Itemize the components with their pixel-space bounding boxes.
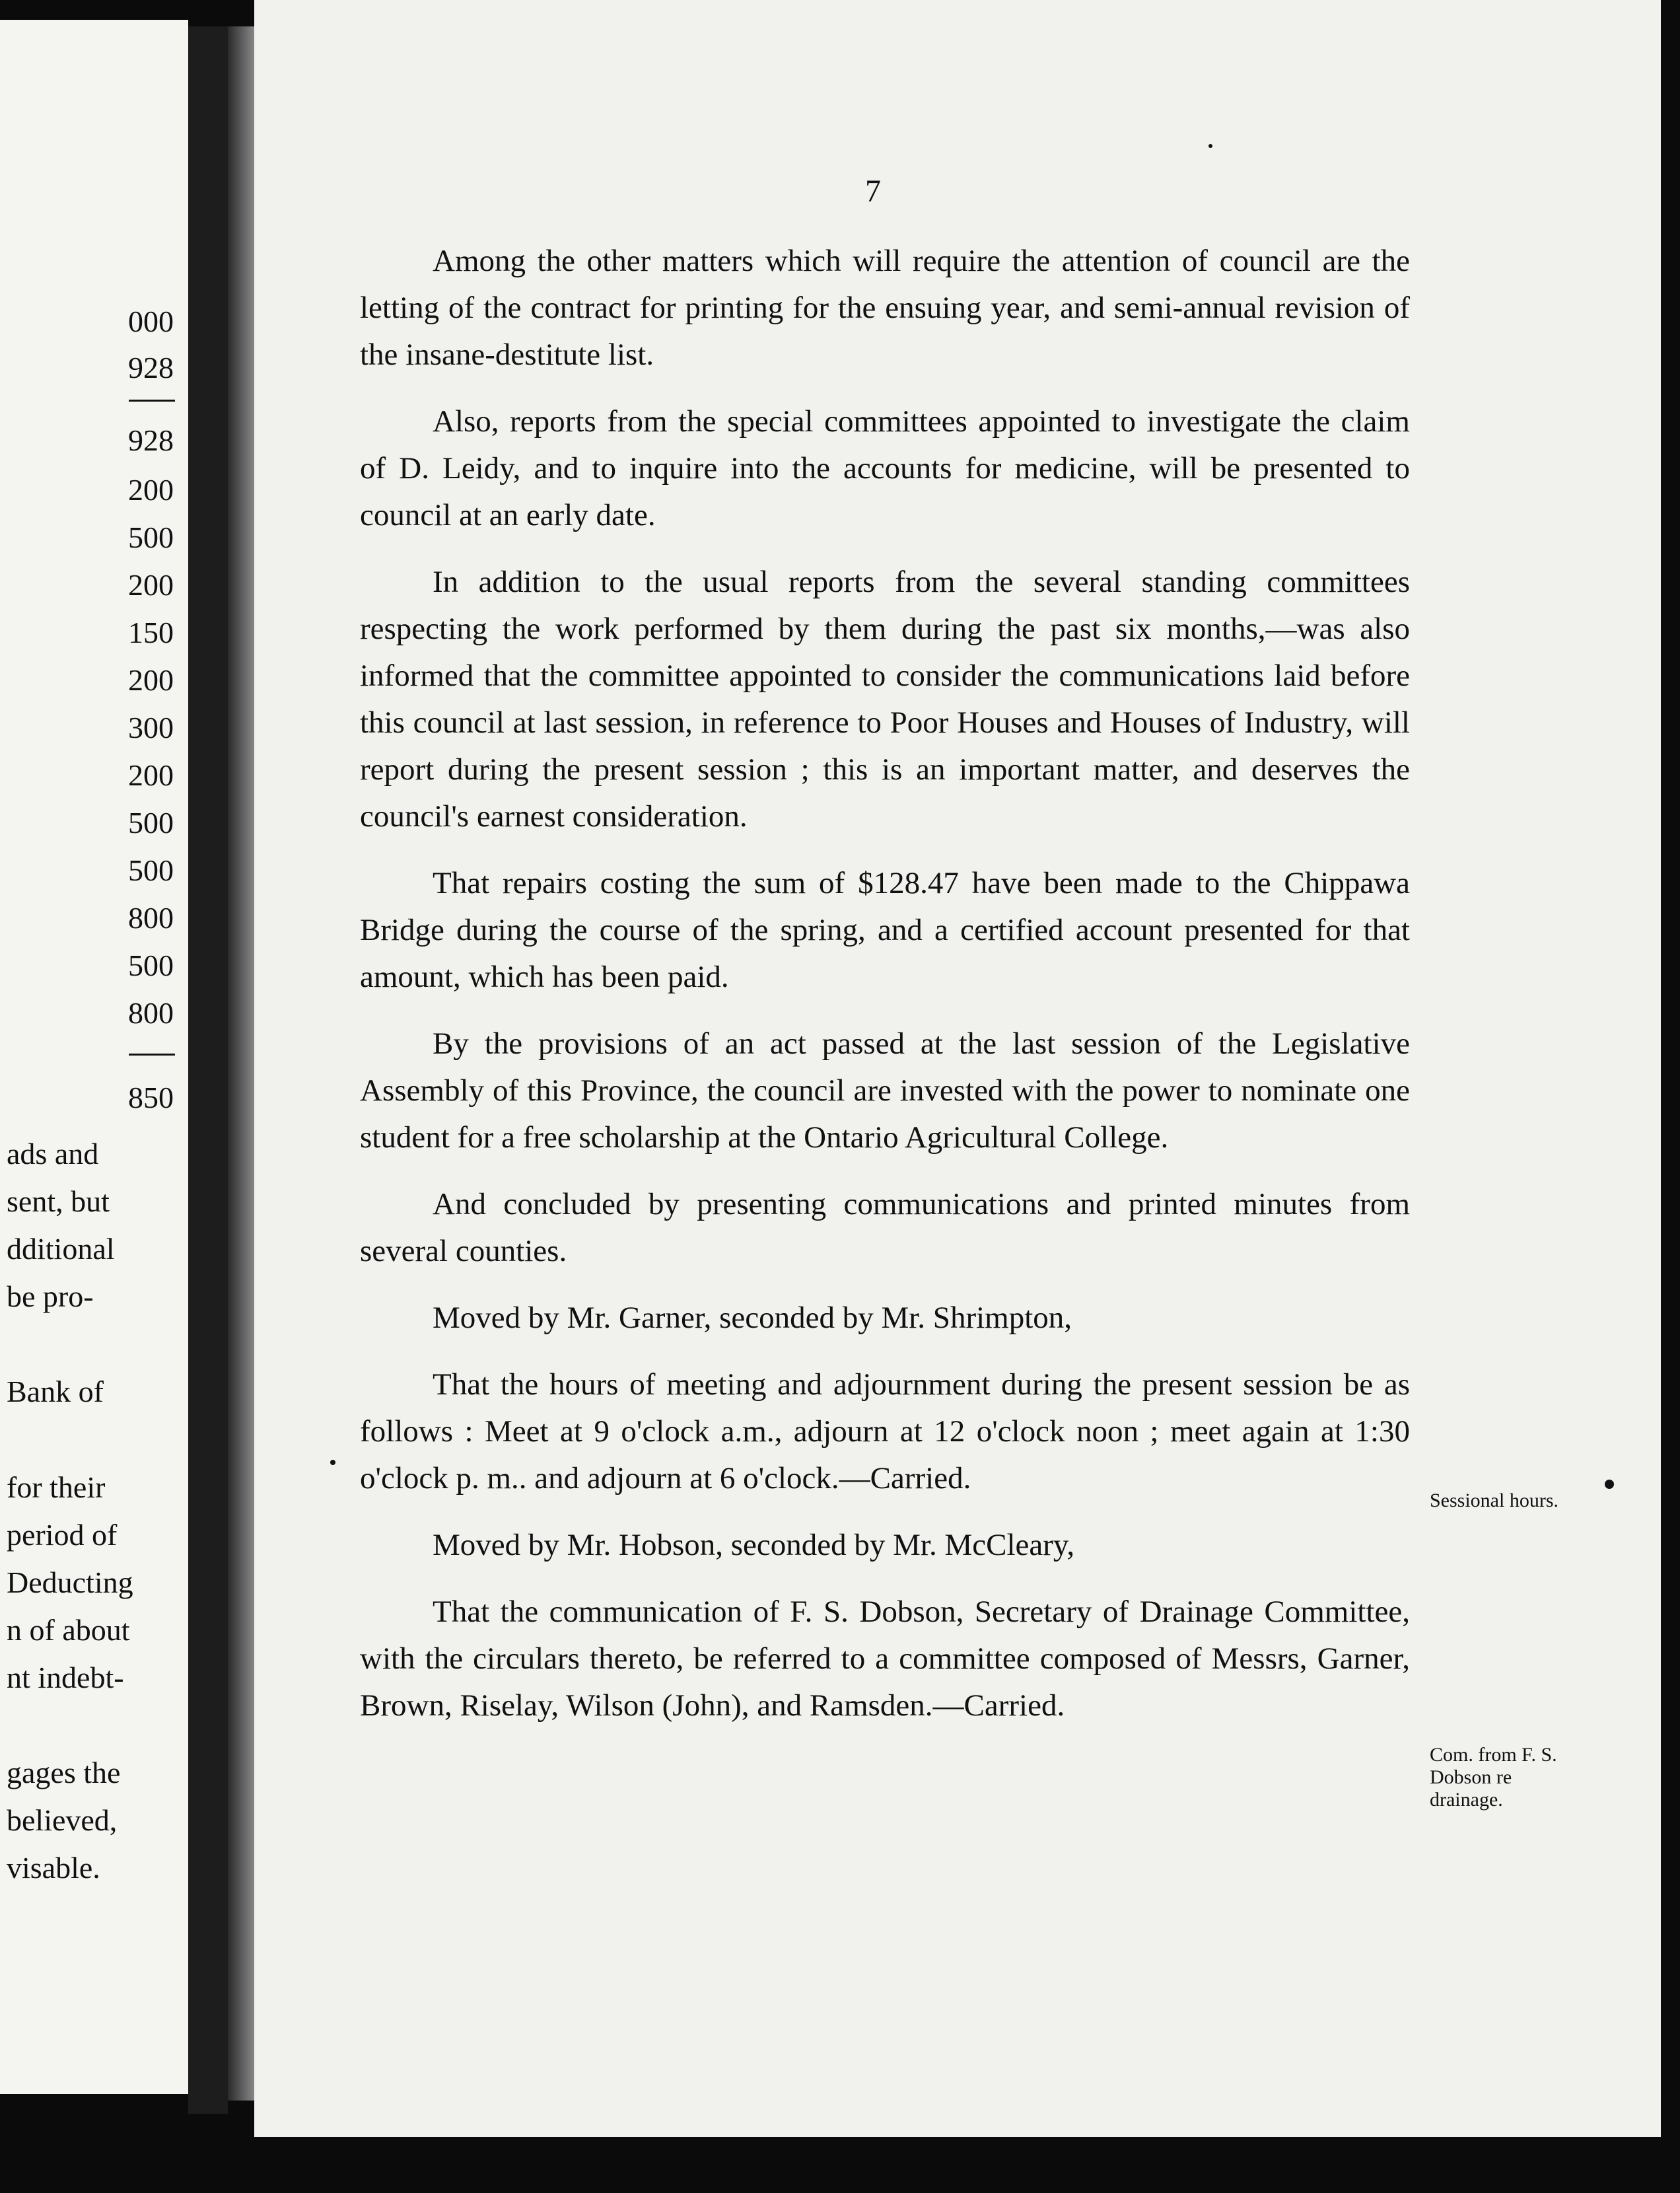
- page-body: [360, 238, 1410, 1749]
- paragraph: That repairs costing the sum of $128.47 have been made to the Chippawa Bridge during the course of the spring, and a certified account presented for that amount, which has been paid.: [360, 866, 1410, 994]
- margin-note-sessional: Sessional hours.: [1430, 1490, 1558, 1511]
- figure: 150: [128, 616, 174, 649]
- ink-speck: [330, 1460, 335, 1465]
- text-fragment: n of about: [7, 1613, 130, 1647]
- figure: 300: [128, 711, 174, 744]
- previous-page-fragment: [0, 20, 188, 2094]
- margin-note-dobson: Com. from F. S. Dobson re drainage.: [1430, 1744, 1557, 1811]
- figure: 500: [128, 521, 174, 554]
- sum-rule: [129, 1054, 175, 1056]
- paragraph: That the hours of meeting and adjournment during the present session be as follows : Meet at 9 o'clock a.m., adjourn at 12 o'clock noon ; meet again at 1:30 o'clock p. m.. and adjourn at 6 o'clock.—Carried.: [360, 1367, 1410, 1495]
- figure: 500: [128, 949, 174, 982]
- motion-line: Moved by Mr. Hobson, seconded by Mr. McCleary,: [433, 1528, 1075, 1562]
- ink-speck: [1605, 1480, 1614, 1489]
- paragraph: And concluded by presenting communications and printed minutes from several counties.: [360, 1187, 1410, 1268]
- figure: 200: [128, 663, 174, 697]
- text-fragment: sent, but: [7, 1184, 110, 1218]
- text-fragment: Bank of: [7, 1375, 104, 1408]
- text-fragment: gages the: [7, 1756, 121, 1789]
- figure: 200: [128, 473, 174, 507]
- text-fragment: visable.: [7, 1851, 100, 1885]
- paragraph: Among the other matters which will require the attention of council are the letting of the contract for printing for the ensuing year, and semi-annual revision of the insane-destitute list.: [360, 244, 1410, 372]
- figure: 800: [128, 901, 174, 935]
- figure: 850: [128, 1081, 174, 1114]
- figure: 928: [128, 351, 174, 384]
- figure: 200: [128, 568, 174, 602]
- text-fragment: be pro-: [7, 1279, 94, 1313]
- paragraph: That the communication of F. S. Dobson, Secretary of Drainage Committee, with the circulars thereto, be referred to a committee composed of Messrs, Garner, Brown, Riselay, Wilson (John), and Ramsden.—Carried.: [360, 1595, 1410, 1723]
- text-fragment: for their: [7, 1470, 106, 1504]
- text-fragment: ads and: [7, 1137, 99, 1170]
- ink-speck: [1208, 144, 1212, 148]
- text-fragment: Deducting: [7, 1565, 133, 1599]
- figure: 000: [128, 305, 174, 338]
- motion-line: Moved by Mr. Garner, seconded by Mr. Shrimpton,: [433, 1301, 1072, 1335]
- page-number: 7: [865, 174, 881, 209]
- text-fragment: believed,: [7, 1803, 118, 1837]
- document-page: [254, 0, 1661, 2137]
- figure: 200: [128, 758, 174, 792]
- paragraph: By the provisions of an act passed at the last session of the Legislative Assembly of this Province, the council are invested with the power to nominate one student for a free scholarship at the Ontario Agricultural College.: [360, 1026, 1410, 1155]
- book-gutter: [188, 26, 228, 2114]
- text-fragment: period of: [7, 1518, 118, 1552]
- figure: 500: [128, 853, 174, 887]
- paragraph: Also, reports from the special committees appointed to investigate the claim of D. Leidy, and to inquire into the accounts for medicine, will be presented to council at an early date.: [360, 404, 1410, 532]
- scan-bottom-edge: [0, 2137, 1680, 2193]
- figure: 928: [128, 423, 174, 457]
- text-fragment: dditional: [7, 1232, 115, 1266]
- paragraph: In addition to the usual reports from the several standing committees respecting the work performed by them during the past six months,—was also informed that the committee appointed to consider the communications laid before this council at last session, in reference to Poor Houses and Houses of Industry, will report during the present session ; this is an important matter, and deserves the council's earnest consideration.: [360, 565, 1410, 834]
- figure: 800: [128, 996, 174, 1030]
- figure: 500: [128, 806, 174, 840]
- text-fragment: nt indebt-: [7, 1661, 124, 1694]
- sum-rule: [129, 400, 175, 402]
